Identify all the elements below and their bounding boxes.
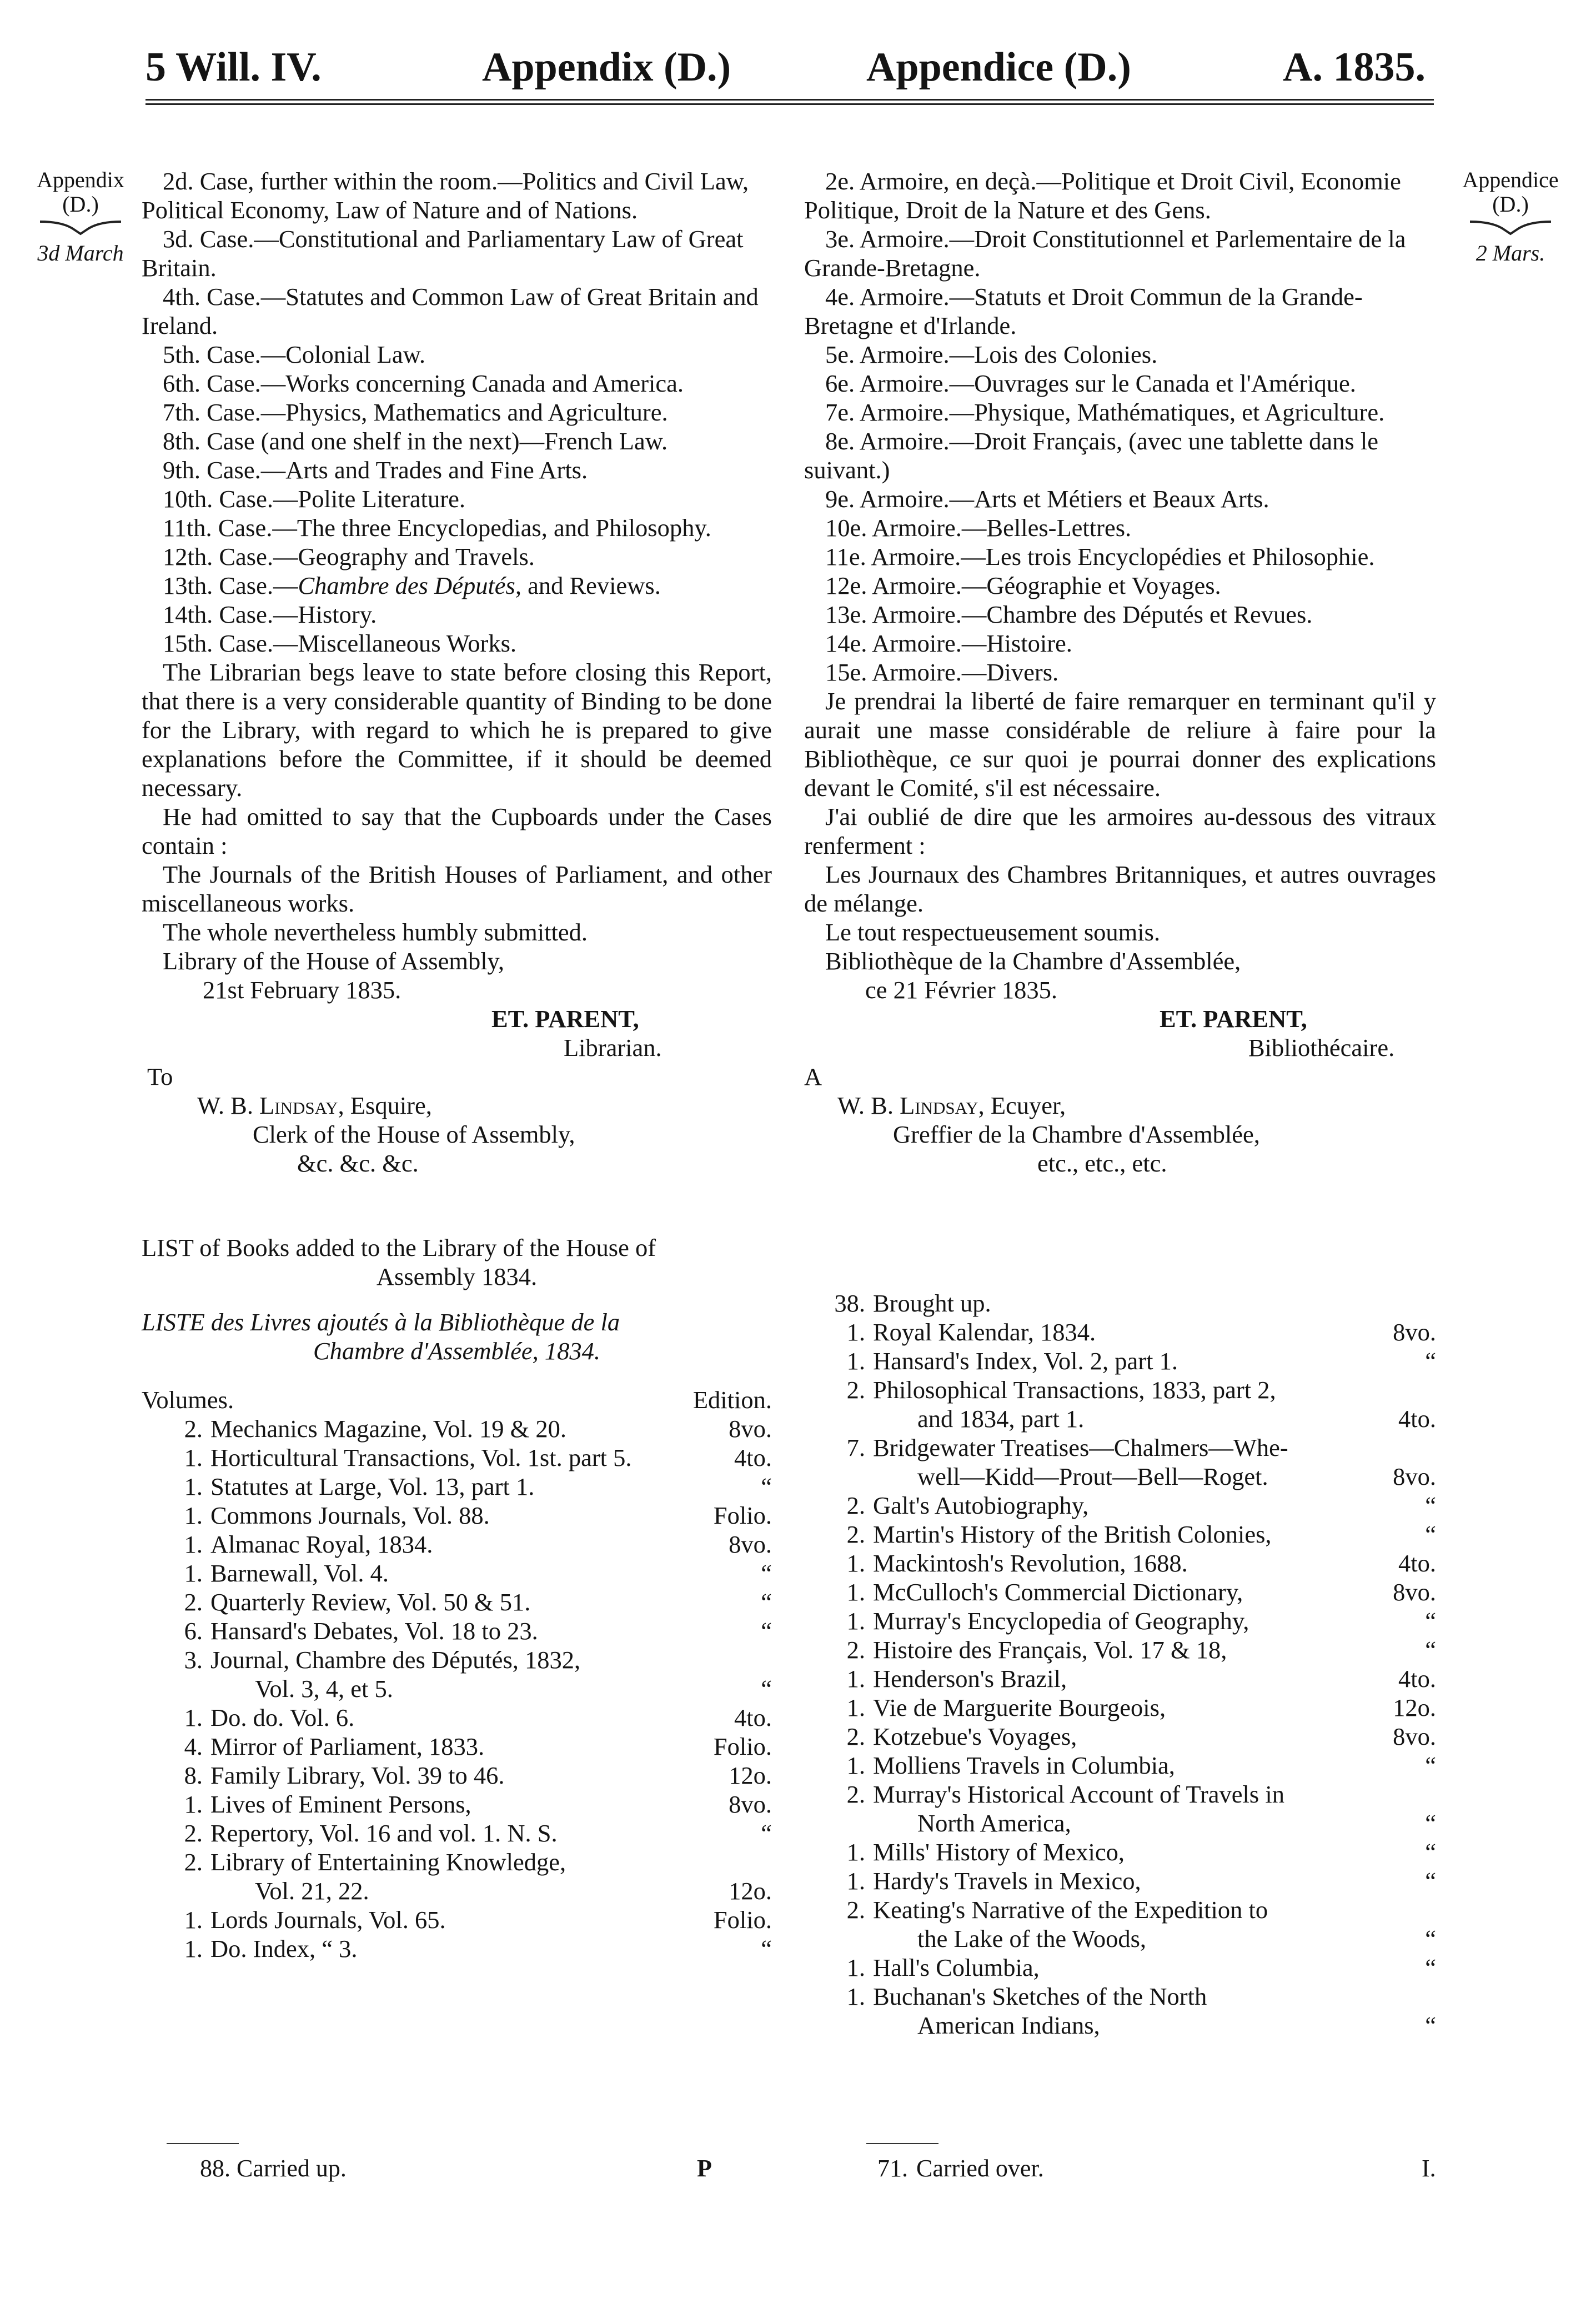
book-edition: Folio. bbox=[713, 1906, 772, 1934]
book-row bbox=[142, 1934, 772, 1963]
book-title: Murray's Encyclopedia of Geography, bbox=[873, 1607, 1249, 1635]
book-row bbox=[142, 1848, 772, 1876]
book-edition: 12o. bbox=[729, 1761, 772, 1789]
book-title: the Lake of the Woods, bbox=[917, 1925, 1147, 1952]
case-item: 6th. Case.—Works concerning Canada and America. bbox=[163, 369, 684, 397]
footer-rule-left bbox=[167, 2143, 239, 2144]
book-volumes: 8. bbox=[184, 1761, 203, 1789]
book-edition: “ bbox=[761, 1617, 772, 1645]
book-row bbox=[142, 1588, 772, 1616]
addressee-fr: W. B. Lindsay, Ecuyer, bbox=[837, 1092, 1066, 1119]
book-row bbox=[804, 1289, 1436, 1318]
armoire-item: 13e. Armoire.—Chambre des Députés et Revues. bbox=[825, 600, 1313, 628]
footer-rule-right bbox=[866, 2143, 938, 2144]
brace-icon bbox=[1469, 219, 1552, 236]
armoire-item: 14e. Armoire.—Histoire. bbox=[825, 629, 1072, 657]
signature: ET. PARENT, bbox=[491, 1005, 639, 1033]
carried-over-count: 71. bbox=[877, 2155, 908, 2182]
book-edition: “ bbox=[1425, 1491, 1436, 1519]
report-paragraph: The Librarian begs leave to state before closing this Report, that there is a very considerable quantity of Binding to be done for the Library, with regard to which he is prepared to give explanations before the Committee, if it should be deemed necessary. bbox=[142, 658, 772, 802]
book-row bbox=[142, 1761, 772, 1790]
margin-appendix-letter: (D.) bbox=[62, 192, 99, 217]
date-line: 21st February 1835. bbox=[203, 976, 401, 1004]
margin-appendix-label: Appendix bbox=[37, 167, 124, 192]
book-volumes: 2. bbox=[846, 1376, 865, 1404]
book-edition: 8vo. bbox=[1393, 1318, 1436, 1346]
book-volumes: 2. bbox=[846, 1520, 865, 1548]
book-volumes: 4. bbox=[184, 1733, 203, 1760]
book-edition: 4to. bbox=[734, 1444, 772, 1471]
book-row bbox=[804, 1520, 1436, 1549]
book-title: Mackintosh's Revolution, 1688. bbox=[873, 1549, 1188, 1577]
armoire-item: 2e. Armoire, en deçà.—Politique et Droit Civil, Economie Politique, Droit de la Nature et des Gens. bbox=[804, 167, 1401, 224]
book-edition: “ bbox=[761, 1935, 772, 1962]
book-edition: “ bbox=[1425, 1809, 1436, 1837]
book-title: Brought up. bbox=[873, 1289, 991, 1317]
header-session: 5 Will. IV. bbox=[145, 44, 322, 90]
book-row bbox=[142, 1905, 772, 1934]
list-title-en: LIST of Books added to the Library of the House of bbox=[142, 1234, 656, 1261]
book-row bbox=[804, 1780, 1436, 1809]
armoire-item: 4e. Armoire.—Statuts et Droit Commun de la Grande-Bretagne et d'Irlande. bbox=[804, 283, 1363, 339]
book-volumes: 1. bbox=[846, 1578, 865, 1606]
case-item: 5th. Case.—Colonial Law. bbox=[163, 341, 425, 368]
armoire-item: 5e. Armoire.—Lois des Colonies. bbox=[825, 341, 1158, 368]
case-item: 10th. Case.—Polite Literature. bbox=[163, 485, 465, 513]
book-volumes: 1. bbox=[846, 1838, 865, 1866]
book-volumes: 1. bbox=[846, 1982, 865, 2010]
book-row bbox=[804, 1318, 1436, 1346]
carried-up: 88. Carried up. bbox=[200, 2155, 347, 2182]
book-volumes: 2. bbox=[846, 1723, 865, 1750]
book-row bbox=[142, 1616, 772, 1645]
book-edition: “ bbox=[761, 1675, 772, 1703]
book-title: Murray's Historical Account of Travels in bbox=[873, 1780, 1284, 1808]
volumes-header: Volumes. bbox=[142, 1386, 234, 1414]
book-volumes: 2. bbox=[846, 1780, 865, 1808]
book-row bbox=[804, 1578, 1436, 1606]
book-edition: 4to. bbox=[1398, 1665, 1436, 1693]
book-volumes: 1. bbox=[184, 1530, 203, 1558]
book-edition: “ bbox=[1425, 2011, 1436, 2039]
date-line-fr: ce 21 Février 1835. bbox=[865, 976, 1058, 1004]
submitted-line: The whole nevertheless humbly submitted. bbox=[163, 918, 588, 946]
addressee-title-fr: Greffier de la Chambre d'Assemblée, bbox=[893, 1120, 1260, 1148]
lieu-line: Bibliothèque de la Chambre d'Assemblée, bbox=[825, 947, 1241, 975]
book-volumes: 2. bbox=[184, 1819, 203, 1847]
book-title: Mirror of Parliament, 1833. bbox=[210, 1733, 485, 1760]
margin-note-right bbox=[1433, 168, 1588, 266]
armoires-paragraph: J'ai oublié de dire que les armoires au-dessous des vitraux renferment : bbox=[804, 803, 1436, 859]
book-volumes: 1. bbox=[184, 1501, 203, 1529]
armoire-item: 11e. Armoire.—Les trois Encyclopédies et Philosophie. bbox=[825, 543, 1375, 570]
book-title: Hansard's Index, Vol. 2, part 1. bbox=[873, 1347, 1178, 1375]
addressee-etc-fr: etc., etc., etc. bbox=[1037, 1149, 1167, 1177]
book-title: Vie de Marguerite Bourgeois, bbox=[873, 1694, 1166, 1721]
book-title: Repertory, Vol. 16 and vol. 1. N. S. bbox=[210, 1819, 558, 1847]
book-title: Keating's Narrative of the Expedition to bbox=[873, 1896, 1268, 1924]
rapport-paragraph: Je prendrai la liberté de faire remarquer en terminant qu'il y aurait une masse considérable de reliure à faire pour la Bibliothèque, ce sur quoi je pourrai donner des explications devant le Comité, s'il est nécessaire. bbox=[804, 687, 1436, 802]
book-edition: 4to. bbox=[1398, 1405, 1436, 1433]
book-volumes: 3. bbox=[184, 1646, 203, 1674]
book-row bbox=[804, 1809, 1436, 1838]
book-edition: 8vo. bbox=[1393, 1723, 1436, 1750]
book-row bbox=[804, 1635, 1436, 1664]
armoire-item: 6e. Armoire.—Ouvrages sur le Canada et l'Amérique. bbox=[825, 369, 1356, 397]
signature-role-fr: Bibliothécaire. bbox=[1248, 1034, 1395, 1062]
book-row bbox=[804, 1404, 1436, 1433]
book-title: Molliens Travels in Columbia, bbox=[873, 1751, 1175, 1779]
header-year: A. 1835. bbox=[1283, 44, 1426, 90]
book-volumes: 2. bbox=[184, 1848, 203, 1876]
book-row bbox=[804, 1722, 1436, 1751]
book-row bbox=[804, 1549, 1436, 1578]
edition-header: Edition. bbox=[692, 1386, 772, 1414]
signature-role: Librarian. bbox=[564, 1034, 662, 1062]
book-row bbox=[804, 1953, 1436, 1982]
case-item: 15th. Case.—Miscellaneous Works. bbox=[163, 629, 517, 657]
book-title: Bridgewater Treatises—Chalmers—Whe- bbox=[873, 1434, 1288, 1461]
book-volumes: 1. bbox=[846, 1694, 865, 1721]
case-item: 3d. Case.—Constitutional and Parliamentary Law of Great Britain. bbox=[142, 225, 744, 282]
margin-date: 3d March bbox=[37, 241, 124, 266]
margin-appendice-label: Appendice bbox=[1462, 167, 1559, 192]
book-volumes: 1. bbox=[184, 1473, 203, 1500]
book-title: Histoire des Français, Vol. 17 & 18, bbox=[873, 1636, 1227, 1664]
book-edition: “ bbox=[1425, 1925, 1436, 1952]
book-volumes: 1. bbox=[846, 1607, 865, 1635]
english-column bbox=[142, 167, 772, 1963]
carried-over: Carried over. bbox=[916, 2155, 1044, 2182]
book-volumes: 1. bbox=[846, 1867, 865, 1895]
book-row bbox=[804, 1462, 1436, 1491]
book-row bbox=[804, 1693, 1436, 1722]
book-edition: “ bbox=[1425, 1838, 1436, 1866]
book-volumes: 1. bbox=[846, 1318, 865, 1346]
book-title: Henderson's Brazil, bbox=[873, 1665, 1067, 1693]
french-column bbox=[804, 167, 1436, 2040]
book-volumes: 1. bbox=[846, 1954, 865, 1981]
page-header bbox=[0, 0, 1596, 128]
book-volumes: 2. bbox=[184, 1588, 203, 1616]
margin-note-left bbox=[17, 168, 144, 266]
list-title-fr: LISTE des Livres ajoutés à la Bibliothèque de la bbox=[142, 1308, 620, 1336]
book-row bbox=[142, 1674, 772, 1703]
book-row bbox=[142, 1790, 772, 1819]
book-row bbox=[142, 1819, 772, 1848]
book-title: Philosophical Transactions, 1833, part 2, bbox=[873, 1376, 1276, 1404]
book-volumes: 6. bbox=[184, 1617, 203, 1645]
book-title: Kotzebue's Voyages, bbox=[873, 1723, 1077, 1750]
book-row bbox=[142, 1876, 772, 1905]
book-volumes: 1. bbox=[184, 1559, 203, 1587]
addressee-etc: &c. &c. &c. bbox=[297, 1149, 419, 1177]
armoire-item: 9e. Armoire.—Arts et Métiers et Beaux Arts. bbox=[825, 485, 1269, 513]
book-edition: “ bbox=[761, 1473, 772, 1500]
case-item: 14th. Case.—History. bbox=[163, 600, 377, 628]
book-volumes: 2. bbox=[846, 1896, 865, 1924]
book-edition: 8vo. bbox=[729, 1790, 772, 1818]
book-row bbox=[804, 1606, 1436, 1635]
book-row bbox=[804, 1924, 1436, 1953]
book-edition: “ bbox=[761, 1819, 772, 1847]
case-item: 2d. Case, further within the room.—Politics and Civil Law, Political Economy, Law of Nature and of Nations. bbox=[142, 167, 749, 224]
list-title-fr-2: Chambre d'Assemblée, 1834. bbox=[313, 1337, 601, 1365]
book-edition: “ bbox=[761, 1559, 772, 1587]
book-edition: “ bbox=[761, 1588, 772, 1616]
book-title: North America, bbox=[917, 1809, 1071, 1837]
book-row bbox=[804, 1895, 1436, 1924]
header-rule bbox=[145, 99, 1434, 101]
cupboards-paragraph: He had omitted to say that the Cupboards under the Cases contain : bbox=[142, 803, 772, 859]
book-row bbox=[142, 1501, 772, 1530]
to-line: To bbox=[147, 1063, 173, 1090]
book-row bbox=[804, 1982, 1436, 2011]
book-edition: Folio. bbox=[713, 1501, 772, 1529]
book-row bbox=[804, 1751, 1436, 1780]
book-edition: “ bbox=[1425, 1520, 1436, 1548]
book-title: Lords Journals, Vol. 65. bbox=[210, 1906, 446, 1934]
armoire-item: 8e. Armoire.—Droit Français, (avec une tablette dans le suivant.) bbox=[804, 427, 1378, 484]
margin-date-fr: 2 Mars. bbox=[1475, 241, 1545, 266]
book-edition: “ bbox=[1425, 1636, 1436, 1664]
book-edition: “ bbox=[1425, 1751, 1436, 1779]
book-title: Buchanan's Sketches of the North bbox=[873, 1982, 1207, 2010]
book-title: and 1834, part 1. bbox=[917, 1405, 1085, 1433]
book-row bbox=[804, 1866, 1436, 1895]
book-title: Library of Entertaining Knowledge, bbox=[210, 1848, 566, 1876]
book-edition: “ bbox=[1425, 1954, 1436, 1981]
margin-appendice-letter: (D.) bbox=[1492, 192, 1529, 217]
book-volumes: 1. bbox=[184, 1790, 203, 1818]
list-header bbox=[142, 1385, 772, 1414]
armoire-item: 10e. Armoire.—Belles-Lettres. bbox=[825, 514, 1132, 542]
book-title: McCulloch's Commercial Dictionary, bbox=[873, 1578, 1243, 1606]
soumis-line: Le tout respectueusement soumis. bbox=[825, 918, 1161, 946]
book-row bbox=[804, 2011, 1436, 2040]
page-mark: I. bbox=[1422, 2155, 1436, 2182]
book-row bbox=[804, 1838, 1436, 1866]
book-row bbox=[142, 1732, 772, 1761]
book-title: Lives of Eminent Persons, bbox=[210, 1790, 471, 1818]
book-row bbox=[804, 1491, 1436, 1520]
book-row bbox=[142, 1472, 772, 1501]
book-title: Galt's Autobiography, bbox=[873, 1491, 1089, 1519]
book-volumes: 2. bbox=[846, 1491, 865, 1519]
book-title: well—Kidd—Prout—Bell—Roget. bbox=[917, 1463, 1268, 1490]
place-line: Library of the House of Assembly, bbox=[163, 947, 505, 975]
book-row bbox=[142, 1559, 772, 1588]
book-title: Mills' History of Mexico, bbox=[873, 1838, 1125, 1866]
book-volumes: 1. bbox=[846, 1347, 865, 1375]
book-title: Hardy's Travels in Mexico, bbox=[873, 1867, 1141, 1895]
book-row bbox=[142, 1645, 772, 1674]
header-rule-2 bbox=[145, 103, 1434, 105]
armoire-item: 15e. Armoire.—Divers. bbox=[825, 658, 1059, 686]
book-title: Hall's Columbia, bbox=[873, 1954, 1040, 1981]
book-edition: 8vo. bbox=[1393, 1578, 1436, 1606]
book-volumes: 38. bbox=[834, 1289, 865, 1317]
book-title: Vol. 21, 22. bbox=[255, 1877, 369, 1905]
book-title: Martin's History of the British Colonies, bbox=[873, 1520, 1272, 1548]
book-title: Family Library, Vol. 39 to 46. bbox=[210, 1761, 505, 1789]
book-title: Do. do. Vol. 6. bbox=[210, 1704, 355, 1731]
case-item: 4th. Case.—Statutes and Common Law of Great Britain and Ireland. bbox=[142, 283, 759, 339]
book-volumes: 1. bbox=[184, 1935, 203, 1962]
journals-paragraph: The Journals of the British Houses of Parliament, and other miscellaneous works. bbox=[142, 860, 772, 917]
signature-mark: P bbox=[697, 2155, 712, 2182]
book-title: Commons Journals, Vol. 88. bbox=[210, 1501, 490, 1529]
book-edition: 12o. bbox=[729, 1877, 772, 1905]
book-title: American Indians, bbox=[917, 2011, 1100, 2039]
to-line-fr: A bbox=[804, 1063, 822, 1090]
book-row bbox=[142, 1414, 772, 1443]
book-title: Statutes at Large, Vol. 13, part 1. bbox=[210, 1473, 535, 1500]
book-volumes: 7. bbox=[846, 1434, 865, 1461]
brace-icon bbox=[39, 219, 122, 236]
book-edition: “ bbox=[1425, 1607, 1436, 1635]
book-title: Quarterly Review, Vol. 50 & 51. bbox=[210, 1588, 531, 1616]
books-list-left bbox=[142, 1414, 772, 1963]
book-edition: 4to. bbox=[1398, 1549, 1436, 1577]
book-volumes: 1. bbox=[184, 1704, 203, 1731]
case-item: 8th. Case (and one shelf in the next)—French Law. bbox=[163, 427, 668, 455]
book-row bbox=[142, 1443, 772, 1472]
book-volumes: 1. bbox=[846, 1751, 865, 1779]
book-row bbox=[804, 1375, 1436, 1404]
list-title-en-2: Assembly 1834. bbox=[376, 1263, 538, 1290]
case-item: 11th. Case.—The three Encyclopedias, and Philosophy. bbox=[163, 514, 711, 542]
case-item: 12th. Case.—Geography and Travels. bbox=[163, 543, 535, 570]
book-title: Royal Kalendar, 1834. bbox=[873, 1318, 1096, 1346]
book-edition: 8vo. bbox=[1393, 1463, 1436, 1490]
signature-fr: ET. PARENT, bbox=[1160, 1005, 1307, 1033]
book-title: Vol. 3, 4, et 5. bbox=[255, 1675, 393, 1703]
book-edition: “ bbox=[1425, 1347, 1436, 1375]
armoire-item: 3e. Armoire.—Droit Constitutionnel et Parlementaire de la Grande-Bretagne. bbox=[804, 225, 1406, 282]
book-edition: 8vo. bbox=[729, 1415, 772, 1443]
books-list-right bbox=[804, 1289, 1436, 2040]
journaux-paragraph: Les Journaux des Chambres Britanniques, et autres ouvrages de mélange. bbox=[804, 860, 1436, 917]
book-edition: Folio. bbox=[713, 1733, 772, 1760]
addressee-title: Clerk of the House of Assembly, bbox=[253, 1120, 575, 1148]
book-volumes: 2. bbox=[846, 1636, 865, 1664]
book-title: Do. Index, “ 3. bbox=[210, 1935, 358, 1962]
book-row bbox=[804, 1433, 1436, 1462]
book-title: Barnewall, Vol. 4. bbox=[210, 1559, 389, 1587]
case-item: 13th. Case.—Chambre des Députés, and Reviews. bbox=[163, 572, 661, 599]
book-edition: 12o. bbox=[1393, 1694, 1436, 1721]
book-edition: 4to. bbox=[734, 1704, 772, 1731]
armoire-item: 12e. Armoire.—Géographie et Voyages. bbox=[825, 572, 1221, 599]
case-item: 9th. Case.—Arts and Trades and Fine Arts. bbox=[163, 456, 588, 484]
header-appendix-fr: Appendice (D.) bbox=[866, 44, 1131, 90]
book-row bbox=[142, 1530, 772, 1559]
book-title: Mechanics Magazine, Vol. 19 & 20. bbox=[210, 1415, 567, 1443]
book-volumes: 1. bbox=[184, 1906, 203, 1934]
book-edition: 8vo. bbox=[729, 1530, 772, 1558]
book-title: Horticultural Transactions, Vol. 1st. part 5. bbox=[210, 1444, 632, 1471]
header-appendix-en: Appendix (D.) bbox=[482, 44, 731, 90]
case-item: 7th. Case.—Physics, Mathematics and Agriculture. bbox=[163, 398, 668, 426]
book-row bbox=[804, 1664, 1436, 1693]
book-volumes: 1. bbox=[846, 1665, 865, 1693]
book-title: Journal, Chambre des Députés, 1832, bbox=[210, 1646, 581, 1674]
book-row bbox=[804, 1346, 1436, 1375]
book-edition: “ bbox=[1425, 1867, 1436, 1895]
book-title: Almanac Royal, 1834. bbox=[210, 1530, 433, 1558]
addressee: W. B. Lindsay, Esquire, bbox=[197, 1092, 432, 1119]
book-volumes: 1. bbox=[846, 1549, 865, 1577]
book-volumes: 2. bbox=[184, 1415, 203, 1443]
book-row bbox=[142, 1703, 772, 1732]
armoire-item: 7e. Armoire.—Physique, Mathématiques, et Agriculture. bbox=[825, 398, 1385, 426]
book-volumes: 1. bbox=[184, 1444, 203, 1471]
book-title: Hansard's Debates, Vol. 18 to 23. bbox=[210, 1617, 538, 1645]
